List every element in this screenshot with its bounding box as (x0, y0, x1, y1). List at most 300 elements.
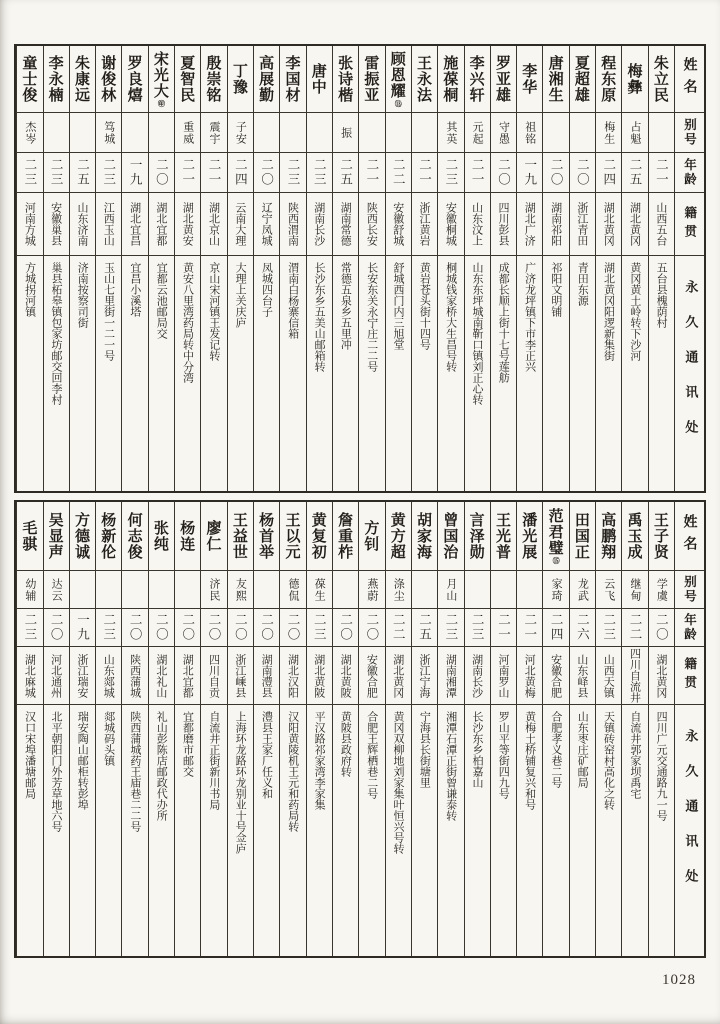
origin-cell: 安徽合肥 (359, 646, 384, 704)
origin-cell: 安徽桐城 (438, 192, 463, 255)
name-cell: 言泽勋 (467, 512, 486, 560)
address-cell: 山东东坪城南靳口镇刘正心转 (465, 255, 490, 491)
alias-cell: 占魁 (622, 112, 647, 152)
name-cell: 王永法 (415, 55, 434, 103)
origin-cell: 湖北黄冈 (622, 192, 647, 255)
address-cell: 长沙东乡柏嘉山 (465, 704, 490, 956)
age-cell: 二五 (333, 152, 358, 192)
address-cell: 湖北黄冈阳逻新集街 (596, 255, 621, 491)
name-cell: 王子贤 (651, 512, 670, 560)
age-cell: 二二 (386, 608, 411, 646)
address-cell: 方城拐河镇 (17, 255, 42, 491)
age-cell: 二一 (201, 152, 226, 192)
name-cell: 夏超雄 (572, 55, 591, 103)
alias-cell (70, 112, 95, 152)
annotation-mark: ⑬ (394, 100, 403, 107)
alias-cell: 达云 (44, 570, 69, 608)
age-cell: 二〇 (149, 152, 174, 192)
origin-cell: 陕西渭南 (280, 192, 305, 255)
origin-cell: 湖南祁阳 (543, 192, 568, 255)
alias-cell: 学虞 (649, 570, 674, 608)
alias-cell: 龙武 (570, 570, 595, 608)
header-column (674, 502, 704, 956)
person-column (358, 502, 384, 956)
age-cell: 二〇 (333, 608, 358, 646)
age-cell: 二〇 (44, 608, 69, 646)
age-cell: 二〇 (570, 152, 595, 192)
age-cell: 二〇 (122, 608, 147, 646)
alias-cell (149, 570, 174, 608)
alias-cell: 震宇 (201, 112, 226, 152)
age-cell: 二〇 (543, 152, 568, 192)
origin-cell: 山西天镇 (596, 646, 621, 704)
address-cell: 汉阳黄陵机王元和药局转 (280, 704, 305, 956)
name-cell: 杨新伦 (99, 512, 118, 560)
person-column (569, 46, 595, 491)
name-cell: 谢俊林 (99, 55, 118, 103)
age-cell: 二三 (307, 152, 332, 192)
alias-cell (122, 112, 147, 152)
alias-cell (386, 112, 411, 152)
alias-cell: 梅生 (596, 112, 621, 152)
name-cell: 童士俊 (20, 55, 39, 103)
origin-cell: 云南大理 (228, 192, 253, 255)
header-cell-name: 姓名 (681, 57, 698, 101)
address-cell: 自流井正街新川书局 (201, 704, 226, 956)
age-cell: 二〇 (175, 608, 200, 646)
person-column (279, 502, 305, 956)
alias-cell: 重威 (175, 112, 200, 152)
age-cell: 二一 (465, 152, 490, 192)
address-cell: 自流井郭家坝禹宅 (622, 704, 647, 956)
alias-cell (465, 570, 490, 608)
name-cell: 廖仁 (204, 520, 223, 552)
origin-cell: 河北黄梅 (517, 646, 542, 704)
name-cell: 黄方超 (388, 512, 407, 560)
name-cell: 高鹏翔 (599, 512, 618, 560)
name-cell: 雷振亚 (362, 55, 381, 103)
origin-cell: 湖北礼山 (149, 646, 174, 704)
alias-cell: 笃城 (96, 112, 121, 152)
person-column (621, 502, 647, 956)
origin-cell: 四川自流井 (622, 646, 647, 704)
address-cell: 济南按察司街 (70, 255, 95, 491)
origin-cell: 湖北广济 (517, 192, 542, 255)
age-cell: 二一 (491, 608, 516, 646)
origin-cell: 山西五台 (649, 192, 674, 255)
origin-cell: 山东济南 (70, 192, 95, 255)
person-column (95, 46, 121, 491)
alias-cell: 守愚 (491, 112, 516, 152)
origin-cell: 陕西蒲城 (122, 646, 147, 704)
person-column (437, 46, 463, 491)
origin-cell: 湖南澧县 (254, 646, 279, 704)
address-cell: 陕西蒲城药王庙巷二二号 (122, 704, 147, 956)
person-column (437, 502, 463, 956)
address-cell: 黄岩苍头街十四号 (412, 255, 437, 491)
origin-cell: 湖南长沙 (465, 646, 490, 704)
name-cell: 吴显声 (46, 512, 65, 560)
name-cell: 方钊 (362, 520, 381, 552)
name-cell: 殷崇铭 (204, 55, 223, 103)
address-cell: 凤城四台子 (254, 255, 279, 491)
person-column (648, 46, 674, 491)
person-column (174, 46, 200, 491)
person-column (253, 46, 279, 491)
alias-cell: 杰岑 (17, 112, 42, 152)
age-cell: 二四 (228, 152, 253, 192)
origin-cell: 浙江青田 (570, 192, 595, 255)
name-cell: 夏智民 (178, 55, 197, 103)
alias-cell (359, 112, 384, 152)
person-column (332, 46, 358, 491)
origin-cell: 湖北黄冈 (596, 192, 621, 255)
origin-cell: 湖北黄冈 (649, 646, 674, 704)
person-column (648, 502, 674, 956)
alias-cell (543, 112, 568, 152)
alias-cell (491, 570, 516, 608)
age-cell: 二四 (543, 608, 568, 646)
alias-cell (570, 112, 595, 152)
name-cell: 何志俊 (125, 512, 144, 560)
address-cell: 平汉路祁家湾李家集 (307, 704, 332, 956)
origin-cell: 湖北宜都 (149, 192, 174, 255)
address-cell: 宜昌小溪塔 (122, 255, 147, 491)
person-column (16, 46, 42, 491)
alias-cell (412, 112, 437, 152)
address-cell: 四川广元交通路九一号 (649, 704, 674, 956)
age-cell: 二六 (570, 608, 595, 646)
name-cell: 王光普 (493, 512, 512, 560)
header-cell-address: 永久通讯处 (675, 704, 704, 956)
person-column (411, 502, 437, 956)
person-column (385, 502, 411, 956)
age-cell: 二三 (307, 608, 332, 646)
origin-cell: 湖南常德 (333, 192, 358, 255)
address-cell: 长沙东乡五美山邮箱转 (307, 255, 332, 491)
age-cell: 二〇 (254, 608, 279, 646)
address-cell: 巢县柘皋镇包家坊邮交回李村 (44, 255, 69, 491)
header-cell-alias: 别号 (675, 570, 704, 608)
origin-cell: 浙江宁海 (412, 646, 437, 704)
origin-cell: 山东汶上 (465, 192, 490, 255)
origin-cell: 安徽合肥 (543, 646, 568, 704)
age-cell: 二二 (622, 608, 647, 646)
name-cell: 范君璧 ⑮ (546, 508, 565, 564)
person-column (174, 502, 200, 956)
header-cell-origin: 籍贯 (675, 192, 704, 255)
address-cell: 成都长顺上街十七号莲舫 (491, 255, 516, 491)
name-cell: 田国正 (572, 512, 591, 560)
address-cell: 宜都磨市邮交 (175, 704, 200, 956)
age-cell: 二三 (96, 152, 121, 192)
annotation-mark: ⑮ (552, 557, 561, 564)
alias-cell (333, 570, 358, 608)
alias-cell (280, 112, 305, 152)
alias-cell (96, 570, 121, 608)
person-column (516, 46, 542, 491)
age-cell: 二一 (175, 152, 200, 192)
person-column (542, 502, 568, 956)
person-column (411, 46, 437, 491)
name-cell: 丁豫 (230, 63, 249, 95)
header-cell-origin: 籍贯 (675, 646, 704, 704)
annotation-mark: ㊞ (157, 100, 166, 107)
name-cell: 毛骐 (20, 520, 39, 552)
name-cell: 李永楠 (46, 55, 65, 103)
age-cell: 二三 (44, 152, 69, 192)
age-cell: 二四 (596, 152, 621, 192)
person-column (43, 502, 69, 956)
person-column (464, 502, 490, 956)
address-cell: 广济龙坪镇下市李正兴 (517, 255, 542, 491)
person-column (69, 502, 95, 956)
address-cell: 宁海县长街塘里 (412, 704, 437, 956)
person-column (148, 46, 174, 491)
header-cell-address: 永久通讯处 (675, 255, 704, 491)
age-cell: 二一 (517, 608, 542, 646)
origin-cell: 陕西长安 (359, 192, 384, 255)
name-cell: 黄复初 (309, 512, 328, 560)
alias-cell (44, 112, 69, 152)
header-cell-age: 年龄 (675, 608, 704, 646)
person-column (516, 502, 542, 956)
origin-cell: 四川彭县 (491, 192, 516, 255)
origin-cell: 浙江瑞安 (70, 646, 95, 704)
origin-cell: 湖北黄陂 (307, 646, 332, 704)
address-cell: 黄冈双柳地刘家集叶恒兴号转 (386, 704, 411, 956)
alias-cell: 济民 (201, 570, 226, 608)
name-cell: 李兴轩 (467, 55, 486, 103)
address-cell: 天镇砖窑村高化之转 (596, 704, 621, 956)
address-cell: 祁阳文明铺 (543, 255, 568, 491)
age-cell: 二一 (649, 152, 674, 192)
alias-cell (70, 570, 95, 608)
alias-cell (649, 112, 674, 152)
age-cell: 二一 (412, 152, 437, 192)
person-column (121, 502, 147, 956)
age-cell: 二三 (96, 608, 121, 646)
origin-cell: 辽宁凤城 (254, 192, 279, 255)
person-column (16, 502, 42, 956)
person-column (253, 502, 279, 956)
address-cell: 北平朝阳门外芳草地六号 (44, 704, 69, 956)
alias-cell: 葆生 (307, 570, 332, 608)
alias-cell: 祖铭 (517, 112, 542, 152)
name-cell: 王益世 (230, 512, 249, 560)
address-cell: 舒城西门内三旭堂 (386, 255, 411, 491)
name-cell: 朱康远 (72, 55, 91, 103)
name-cell: 朱立民 (651, 55, 670, 103)
address-cell: 黄安八里湾药局转中分湾 (175, 255, 200, 491)
name-cell: 张纯 (151, 520, 170, 552)
origin-cell: 湖北黄安 (175, 192, 200, 255)
address-cell: 澧县王家厂任义和 (254, 704, 279, 956)
name-cell: 罗良熺 (125, 55, 144, 103)
age-cell: 一九 (122, 152, 147, 192)
address-cell: 山东枣庄矿邮局 (570, 704, 595, 956)
alias-cell (254, 112, 279, 152)
age-cell: 二〇 (649, 608, 674, 646)
person-column (43, 46, 69, 491)
name-cell: 程东原 (599, 55, 618, 103)
alias-cell (122, 570, 147, 608)
directory-table-top (14, 44, 706, 493)
alias-cell: 继甸 (622, 570, 647, 608)
person-column (595, 502, 621, 956)
alias-cell: 云飞 (596, 570, 621, 608)
name-cell: 梅彝 (625, 63, 644, 95)
name-cell: 詹重柞 (336, 512, 355, 560)
alias-cell (412, 570, 437, 608)
person-column (148, 502, 174, 956)
person-column (95, 502, 121, 956)
header-column (674, 46, 704, 491)
address-cell: 宜都云池邮局交 (149, 255, 174, 491)
name-cell: 李华 (520, 63, 539, 95)
page-number: 1028 (662, 972, 696, 988)
name-cell: 宋光大 ㊞ (151, 51, 170, 107)
origin-cell: 湖北汉阳 (280, 646, 305, 704)
origin-cell: 江西玉山 (96, 192, 121, 255)
age-cell: 二三 (280, 152, 305, 192)
origin-cell: 湖北京山 (201, 192, 226, 255)
address-cell: 礼山彭陈店邮政代办所 (149, 704, 174, 956)
alias-cell (175, 570, 200, 608)
age-cell: 一九 (70, 608, 95, 646)
name-cell: 顾恩耀 ⑬ (388, 51, 407, 107)
age-cell: 二〇 (149, 608, 174, 646)
age-cell: 二〇 (280, 608, 305, 646)
address-cell: 汉口宋埠潘塘邮局 (17, 704, 42, 956)
origin-cell: 湖南湘潭 (438, 646, 463, 704)
age-cell: 二〇 (359, 608, 384, 646)
address-cell: 常德五泉乡五里冲 (333, 255, 358, 491)
age-cell: 二五 (412, 608, 437, 646)
person-column (306, 46, 332, 491)
person-column (227, 46, 253, 491)
name-cell: 胡家海 (415, 512, 434, 560)
address-cell: 京山宋河镇王发记转 (201, 255, 226, 491)
person-column (200, 46, 226, 491)
age-cell: 一九 (517, 152, 542, 192)
origin-cell: 山东峄县 (570, 646, 595, 704)
person-column (385, 46, 411, 491)
name-cell: 罗亚雄 (493, 55, 512, 103)
age-cell: 二三 (596, 608, 621, 646)
age-cell: 二〇 (201, 608, 226, 646)
address-cell: 大理上关庆庐 (228, 255, 253, 491)
age-cell: 二三 (17, 152, 42, 192)
name-cell: 李国材 (283, 55, 302, 103)
origin-cell: 湖北宜都 (175, 646, 200, 704)
origin-cell: 四川自贡 (201, 646, 226, 704)
address-cell: 五台县槐荫村 (649, 255, 674, 491)
address-cell: 上海环龙路环龙别业十号佥庐 (228, 704, 253, 956)
origin-cell: 湖北黄冈 (386, 646, 411, 704)
alias-cell: 家琦 (543, 570, 568, 608)
name-cell: 唐中 (309, 63, 328, 95)
alias-cell: 振 (333, 112, 358, 152)
age-cell: 二二 (386, 152, 411, 192)
age-cell: 二五 (622, 152, 647, 192)
person-column (227, 502, 253, 956)
person-column (358, 46, 384, 491)
alias-cell: 其英 (438, 112, 463, 152)
alias-cell (307, 112, 332, 152)
alias-cell (254, 570, 279, 608)
header-cell-age: 年龄 (675, 152, 704, 192)
origin-cell: 河北通州 (44, 646, 69, 704)
age-cell: 二〇 (491, 152, 516, 192)
age-cell: 二三 (438, 608, 463, 646)
origin-cell: 浙江黄岩 (412, 192, 437, 255)
age-cell: 二〇 (228, 608, 253, 646)
header-cell-name: 姓名 (681, 514, 698, 558)
address-cell: 湘潭石潭正街曾谦泰转 (438, 704, 463, 956)
person-column (332, 502, 358, 956)
alias-cell (149, 112, 174, 152)
address-cell: 黄梅土桥铺复兴和号 (517, 704, 542, 956)
name-cell: 唐湘生 (546, 55, 565, 103)
age-cell: 二三 (438, 152, 463, 192)
alias-cell: 元起 (465, 112, 490, 152)
origin-cell: 安徽舒城 (386, 192, 411, 255)
header-cell-alias: 别号 (675, 112, 704, 152)
origin-cell: 浙江嵊县 (228, 646, 253, 704)
address-cell: 合肥孝义巷二号 (543, 704, 568, 956)
age-cell: 二五 (70, 152, 95, 192)
person-column (542, 46, 568, 491)
address-cell: 桐城钱家桥大生昌号转 (438, 255, 463, 491)
name-cell: 杨连 (178, 520, 197, 552)
address-cell: 合肥王辉栖巷二号 (359, 704, 384, 956)
person-column (490, 502, 516, 956)
alias-cell: 月山 (438, 570, 463, 608)
origin-cell: 湖北宜昌 (122, 192, 147, 255)
person-column (306, 502, 332, 956)
origin-cell: 河南罗山 (491, 646, 516, 704)
origin-cell: 山东郯城 (96, 646, 121, 704)
address-cell: 黄冈黄土岭转下沙河 (622, 255, 647, 491)
person-column (200, 502, 226, 956)
alias-cell: 德侃 (280, 570, 305, 608)
person-column (464, 46, 490, 491)
person-column (121, 46, 147, 491)
name-cell: 曾国治 (441, 512, 460, 560)
address-cell: 黄陂县政府转 (333, 704, 358, 956)
age-cell: 二三 (465, 608, 490, 646)
name-cell: 高展勤 (257, 55, 276, 103)
name-cell: 施葆桐 (441, 55, 460, 103)
name-cell: 禹玉成 (625, 512, 644, 560)
origin-cell: 河南方城 (17, 192, 42, 255)
address-cell: 瑞安陶山邮柜转彭埠 (70, 704, 95, 956)
person-column (69, 46, 95, 491)
alias-cell: 子安 (228, 112, 253, 152)
origin-cell: 安徽巢县 (44, 192, 69, 255)
age-cell: 二三 (17, 608, 42, 646)
origin-cell: 湖北麻城 (17, 646, 42, 704)
address-cell: 罗山平等街四九号 (491, 704, 516, 956)
person-column (595, 46, 621, 491)
name-cell: 张诗楷 (336, 55, 355, 103)
alias-cell: 燕蔚 (359, 570, 384, 608)
name-cell: 杨首举 (257, 512, 276, 560)
name-cell: 王以元 (283, 512, 302, 560)
origin-cell: 湖南长沙 (307, 192, 332, 255)
address-cell: 渭南白杨寨信箱 (280, 255, 305, 491)
